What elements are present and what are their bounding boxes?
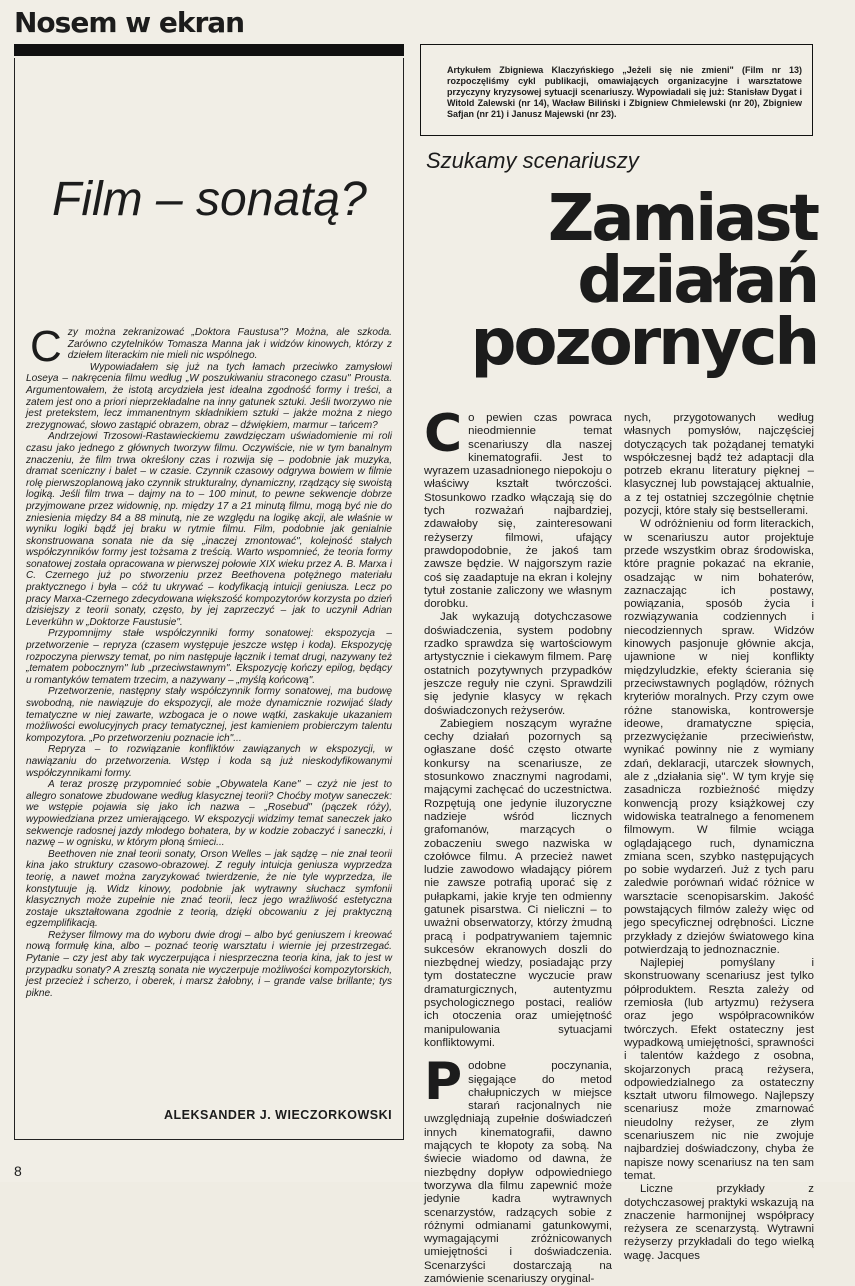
author-byline: ALEKSANDER J. WIECZORKOWSKI xyxy=(164,1108,393,1122)
left-paragraph: Reżyser filmowy ma do wyboru dwie drogi – albo być geniuszem i kreować nową formułę kina, albo – poznać teorię warsztatu i wiernie jej przestrzegać. Pytanie – czy jest aby tak wyczerpująca i niesprzeczna teoria kina, jak to jest w przypadku sonaty? A zresztą sonata nie wyczerpuje możliwości kompozytorskich, jest przecież i scherzo, i oberek, i marsz żałobny, i – grande valse brillante; tys pikne. xyxy=(26,929,392,999)
column-paragraph: Podobne poczynania, sięgające do metod chałupniczych w miejsce starań racjonalnych nie uwzględniają zupełnie doświadczeń innych kinematografii, dawno mających te kłopoty za sobą. Na świecie wiadomo od dawna, że niezbędny dopływ odpowiedniego tworzywa dla filmu zapewnić może jedynie kadra wytrawnych scenarzystów, radzących sobie z różnymi odmianami gatunkowymi, wymagającymi zróżnicowanych umiejętności i doświadczenia. Scenarzyści dostarczają na zamówienie scenariuszy oryginal- xyxy=(424,1052,612,1285)
column-paragraph: nych, przygotowanych według własnych pomysłów, najczęściej dotyczących tak pożądanej tematyki współczesnej bądź też adaptacji dla potrzeb ekranu literatury pięknej – klasycznej lub powstającej aktualnie, a z tej ostatniej szczególnie chętnie pozycji, które stały się bestsellerami. xyxy=(624,412,814,518)
column-paragraph: Liczne przykłady z dotychczasowej praktyki wskazują na znaczenie harmonijnej współpracy reżysera ze scenarzystą. Wytrawni reżyserzy przykładali do tego wielką wagę. Jacques xyxy=(624,1183,814,1262)
drop-cap: C xyxy=(424,404,463,464)
left-article-title: Film – sonatą? xyxy=(52,173,367,226)
page-number: 8 xyxy=(14,1163,22,1179)
column-paragraph: Co pewien czas powraca nieodmiennie temat scenariuszy dla naszej kinematografii. Jest to wyrazem uzasadnionego niepokoju o właściwy kształt twórczości. Stosunkowo rzadko włączają się do tych rozważań najbardziej, zdawałoby się, zainteresowani reżyserzy filmowi, ufający prawdopodobnie, że jakoś tam zawsze będzie. W najgorszym razie coś się zaadaptuje na ekran i kolejny tytuł zostanie zaliczony we własnym dorobku. xyxy=(424,404,612,611)
article-headline xyxy=(470,182,817,380)
column-paragraph: Najlepiej pomyślany i skonstruowany scenariusz jest tylko półproduktem. Reszta zależy od rzemiosła (lub artyzmu) reżysera oraz jego współpracowników twórczych. Efekt ostateczny jest wypadkową umiejętności, sprawności i talentów każdego z osobna, skojarzonych pracą reżysera, odpowiedzialnego za ostateczny kształt utworu filmowego. Najlepszy scenariusz może zmarnować nieudolny reżyser, ze złym scenariuszem nic nie zwojuje najbardziej doświadczony, chyba że napisze nowy scenariusz na ten sam temat. xyxy=(624,957,814,1182)
right-column-2 xyxy=(624,412,814,1263)
left-paragraph: Przetworzenie, następny stały współczynnik formy sonatowej, ma budowę swobodną, nie nawiązuje do ekspozycji, ale może dynamicznie rozwijać ślady tematyczne w niej zawarte, wzbogaca je o nowe wątki, zaskakuje ukazaniem możliwości ewolucyjnych pracy tematycznej, jest kamieniem probierczym talentu kompozytora. „Po przetworzeniu poznacie ich"... xyxy=(26,686,392,744)
section-masthead: Nosem w ekran xyxy=(14,6,245,39)
left-paragraph: Beethoven nie znał teorii sonaty, Orson Welles – jak sądzę – nie znał teorii kina jako struktury czasowo-obrazowej. Z reguły intuicja geniusza wyprzedza teorię, a nawet można zaryzykować twierdzenie, że nie tyle wyprzedza, ile konstytuuje ją. Widz kinowy, podobnie jak wytrawny słuchacz symfonii klasycznych może zupełnie nie znać teorii, lecz jego wrażliwość estetyczna zostaje ukształtowana zgodnie z teorią, dzięki obcowaniu z jej praktyczną egzemplifikacją. xyxy=(26,848,392,930)
left-paragraph: Repryza – to rozwiązanie konfliktów zawiązanych w ekspozycji, w nawiązaniu do przetworzenia. Wstęp i koda są już nieskodyfikowanymi współczynnikami formy. xyxy=(26,744,392,779)
column-paragraph: Zabiegiem noszącym wyraźne cechy działań pozornych są ogłaszane dość często otwarte konkursy na scenariusze, ze stosunkowo znacznymi nagrodami, mającymi zachęcać do uczestnictwa. Rozpętują one jedynie iluzoryczne nadzieje wśród licznych grafomanów, marzących o zobaczeniu swego nazwiska w czołówce filmu. A przecież nawet ludzie zawodowo władający piórem nie zawsze potrafią uporać się z pułapkami, jakie kryje ten odmienny gatunek pisarstwa. Ci nieliczni – to uważni obserwatorzy, którzy żmudną pracą i podpatrywaniem tajemnic sukcesów ekranowych doszli do niezbędnej wiedzy, posiadając przy tym dostateczne wyczucie praw dramaturgicznych, autentyzmu psychologicznego postaci, realiów ich otoczenia oraz umiejętność manipulowania sytuacjami konfliktowymi. xyxy=(424,717,612,1049)
headline-line: działań xyxy=(577,244,817,318)
drop-cap: C xyxy=(30,322,62,371)
series-info-box: Artykułem Zbigniewa Klaczyńskiego „Jeżeli się nie zmieni" (Film nr 13) rozpoczęliśmy cykl publikacji, omawiających organizacyjne i warsztatowe przyczyny kryzysowej sytuacji scenariuszy. Wypowiadali się już: Stanisław Dygat i Witold Zalewski (nr 14), Wacław Biliński i Zbigniew Chmielewski (nr 20), Zbigniew Safjan (nr 21) i Janusz Majewski (nr 23). xyxy=(420,44,813,136)
column-paragraph: W odróżnieniu od form literackich, w scenariuszu autor projektuje przede wszystkim obraz środowiska, które pragnie pokazać na ekranie, osadzając w nim bohaterów, zaznaczając ich postawy, powiązania, sposób życia i rozwiązywania codziennych i niecodziennych spraw. Widzów kinowych pasjonuje głównie akcja, ujawnione w niej konflikty międzyludzkie, efekty ścierania się przeciwstawnych poglądów, różnych kryteriów moralnych. Przy czym owe różne stanowiska, kontrowersje ideowe, dramatyczne spięcia, przezwyciężanie przeciwieństw, wynikać powinny nie z wymiany zdań, deklaracji, utarczek słownych, ale z „działania się". W tym kryje się zasadnicza rozbieżność między konwencją prozy książkowej czy widowiska teatralnego a fenomenem filmowym. W filmie wciąga oglądającego ruch, dynamiczna zmiana scen, szybko następujących po sobie wydarzeń. Już z tych paru zaledwie porównań widać różnice w warsztacie scenopisarskim. Jakość powstających filmów zależy więc od jego specyficznej odrębności. Liczne przykłady z dziejów światowego kina potwierdzają to jednoznacznie. xyxy=(624,518,814,956)
article-kicker: Szukamy scenariuszy xyxy=(426,148,639,173)
headline-line: Zamiast xyxy=(547,182,817,256)
left-paragraph: Wypowiadałem się już na tych łamach przeciwko zamysłowi Loseya – nakręcenia filmu według „W poszukiwaniu straconego czasu" Prousta. Argumentowałem, że istotą arcydzieła jest idealna zgodność formy i treści, a zatem jest ono a priori nieprzekładalne na inny gatunek sztuki. Jeśli tworzywo nie jest pretekstem, lecz immanentnym składnikiem sztuki – jakże można z niego zrezygnować, słowo zastąpić obrazem, obraz – dźwiękiem, marmur – tańcem? xyxy=(26,361,392,431)
headline-line: pozornych xyxy=(470,306,817,380)
masthead-rule xyxy=(14,44,404,56)
drop-cap: P xyxy=(424,1052,463,1113)
right-column-1 xyxy=(424,404,612,1286)
left-article-body xyxy=(26,322,392,999)
left-paragraph: Czy można zekranizować „Doktora Faustusa"? Można, ale szkoda. Zarówno czytelników Tomasza Manna jak i widzów kinowych, którzy z dziełem literackim nie mieli nic wspólnego. xyxy=(30,322,392,371)
left-paragraph: A teraz proszę przypomnieć sobie „Obywatela Kane" – czyż nie jest to allegro sonatowe zbudowane według klasycznej teorii? Choćby motyw saneczek: we wstępie pojawia się jako ich nazwa – „Rosebud" (pączek róży), wypowiedziana przez umierającego. W ekspozycji widzimy temat saneczek jako sekwencje radosnej jazdy młodego bohatera, by w kodzie zobaczyć i saneczki, i nazwę – w ognisku, w którym płoną śmieci... xyxy=(26,779,392,849)
left-paragraph: Andrzejowi Trzosowi-Rastawieckiemu zawdzięczam uświadomienie mi roli czasu jako jednego z głównych tworzyw filmu. Oczywiście, nie w tym banalnym znaczeniu, że film trwa określony czas i rozwija się – podobnie jak muzyka, dramat sceniczny i balet – w czasie. Czynnik czasowy odgrywa bowiem w filmie rolę pierwszoplanową jako czynnik strukturalny, dynamiczny, rządzący się swoistą logiką. Jeśli film trwa – dajmy na to – 100 minut, to pewne sekwencje dobrze przyjmowane przez widownię, np. między 17 a 21 minutą filmu, mogą być nie do zniesienia między 84 a 88 minutą, nie ze względu na logikę akcji, ale właśnie w wyniku logiki bądź jej braku w rytmie filmu. Film, podobnie jak genialnie skonstruowana sonata nie da się „inaczej zmontować", kolejność stałych współczynników formy jest tożsama z treścią. Warto wspomnieć, że teoria formy sonatowej została opracowana w pierwszej połowie XIX wieku przez A. B. Marxa i C. Czernego już po stworzeniu przez Beethovena potężnego materiału praktycznego i była – cóż tu ukrywać – kodyfikacją intuicji geniusza. Lecz po pracy Marxa-Czernego zdecydowana większość kompozytorów korzysta po dzień dzisiejszy z teorii sonaty, często, by jej zaprzeczyć – jak to uczynił Adrian Leverkühn w „Doktorze Faustusie". xyxy=(26,431,392,628)
column-paragraph: Jak wykazują dotychczasowe doświadczenia, system podobny rzadko sprawdza się wartościowym artystycznie i ciekawym filmem. Parę ostatnich pozytywnych przypadków jeszcze reguły nie czyni. Sprawdzili się jedynie klasycy w rękach doświadczonych reżyserów. xyxy=(424,611,612,717)
left-paragraph: Przypomnijmy stałe współczynniki formy sonatowej: ekspozycja – przetworzenie – repryza (czasem występuje jeszcze wstęp i koda). Ekspozycję rozpoczyna pierwszy temat, po nim następuje łącznik i temat drugi, nazywany też „tematem pobocznym" lub „przeciwstawnym". Ekspozycję kończy epilog, będący u romantyków tematem trzecim, a nazywany – „myślą końcową". xyxy=(26,628,392,686)
